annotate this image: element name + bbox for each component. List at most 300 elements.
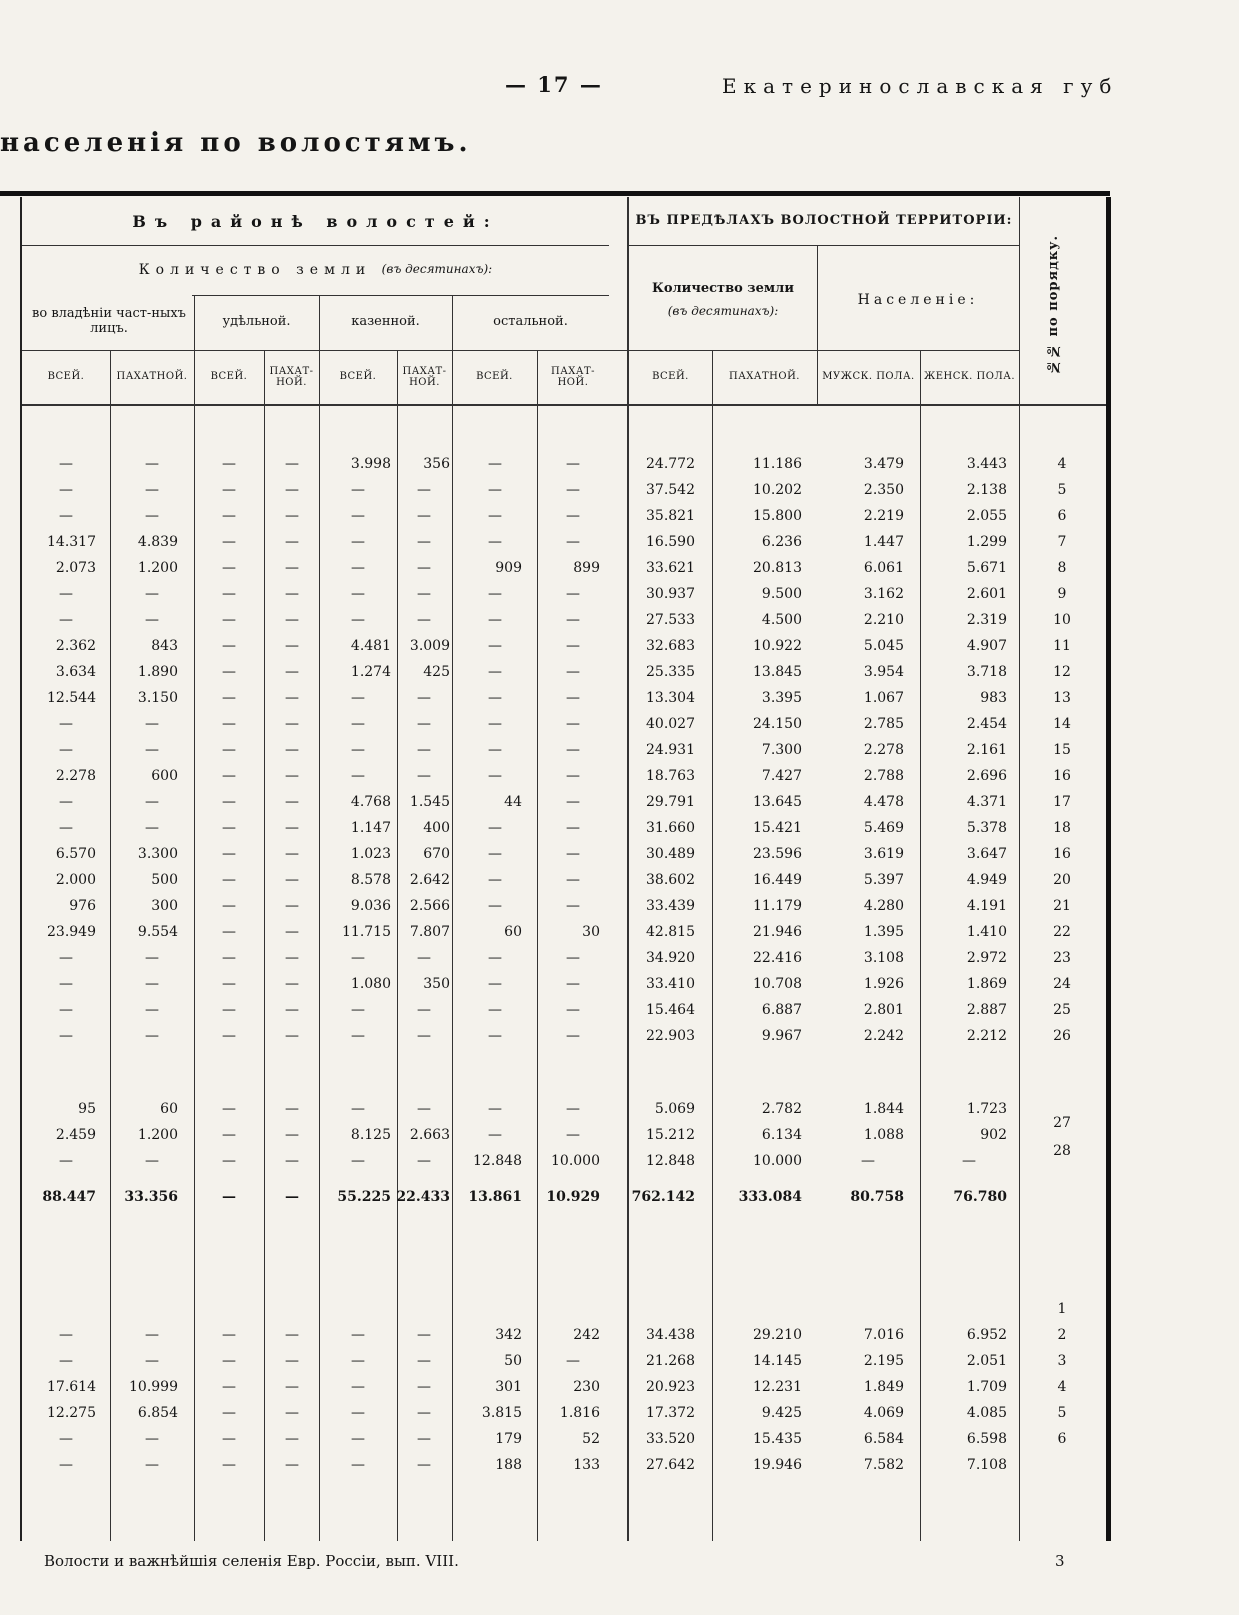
table-cell: — bbox=[566, 1028, 580, 1044]
row-number: 3 bbox=[1057, 1353, 1067, 1369]
table-cell: — bbox=[222, 1327, 236, 1343]
table-cell: 2.210 bbox=[863, 612, 904, 628]
table-cell: — bbox=[488, 638, 502, 654]
table-cell: 3.300 bbox=[137, 846, 178, 862]
row-number: 12 bbox=[1053, 664, 1071, 680]
row-number: 5 bbox=[1057, 1405, 1067, 1421]
totals-row bbox=[22, 1185, 1106, 1211]
table-cell: 44 bbox=[504, 794, 522, 810]
table-cell: 24.772 bbox=[646, 456, 695, 472]
table-cell: 1.147 bbox=[350, 820, 391, 836]
table-row bbox=[22, 842, 1106, 868]
row-number: 20 bbox=[1053, 872, 1071, 888]
table-cell: — bbox=[222, 1379, 236, 1395]
table-cell: — bbox=[566, 1127, 580, 1143]
table-cell: 1.849 bbox=[863, 1379, 904, 1395]
table-row bbox=[22, 1143, 1106, 1175]
table-cell: 6.061 bbox=[863, 560, 904, 576]
table-top-rule bbox=[0, 191, 1110, 196]
table-cell: — bbox=[417, 612, 431, 628]
table-cell: 33.410 bbox=[646, 976, 695, 992]
table-cell: 6.854 bbox=[137, 1405, 178, 1421]
table-cell: 1.088 bbox=[863, 1127, 904, 1143]
table-cell: 2.601 bbox=[966, 586, 1007, 602]
table-cell: 55.225 bbox=[337, 1189, 391, 1205]
table-cell: — bbox=[962, 1153, 976, 1169]
table-cell: 350 bbox=[423, 976, 450, 992]
table-cell: 2.788 bbox=[863, 768, 904, 784]
table-cell: — bbox=[59, 716, 73, 732]
table-cell: 1.447 bbox=[863, 534, 904, 550]
table-cell: 3.998 bbox=[350, 456, 391, 472]
table-cell: — bbox=[59, 950, 73, 966]
table-cell: — bbox=[222, 1353, 236, 1369]
table-cell: 10.202 bbox=[753, 482, 802, 498]
table-cell: 50 bbox=[504, 1353, 522, 1369]
table-cell: 4.478 bbox=[863, 794, 904, 810]
table-cell: 1.080 bbox=[350, 976, 391, 992]
table-cell: 6.887 bbox=[761, 1002, 802, 1018]
table-cell: 7.108 bbox=[966, 1457, 1007, 1473]
row-number: 23 bbox=[1053, 950, 1071, 966]
table-cell: — bbox=[285, 1002, 299, 1018]
row-number: 26 bbox=[1053, 1028, 1071, 1044]
table-cell: 5.045 bbox=[863, 638, 904, 654]
table-cell: — bbox=[285, 768, 299, 784]
table-cell: 2.055 bbox=[966, 508, 1007, 524]
table-cell: — bbox=[488, 716, 502, 732]
table-cell: 30.489 bbox=[646, 846, 695, 862]
table-cell: — bbox=[488, 872, 502, 888]
table-cell: — bbox=[222, 560, 236, 576]
statistics-table bbox=[20, 197, 1111, 1541]
table-cell: — bbox=[285, 560, 299, 576]
table-row bbox=[22, 1323, 1106, 1349]
table-cell: 6.598 bbox=[966, 1431, 1007, 1447]
table-cell: — bbox=[351, 768, 365, 784]
table-cell: 20.923 bbox=[646, 1379, 695, 1395]
table-cell: 29.210 bbox=[753, 1327, 802, 1343]
table-cell: 18.763 bbox=[646, 768, 695, 784]
table-cell: — bbox=[566, 820, 580, 836]
table-cell: 95 bbox=[78, 1101, 96, 1117]
table-cell: 10.922 bbox=[753, 638, 802, 654]
table-cell: — bbox=[222, 482, 236, 498]
table-cell: — bbox=[488, 508, 502, 524]
table-cell: 1.200 bbox=[137, 560, 178, 576]
table-cell: — bbox=[488, 612, 502, 628]
table-cell: 2.972 bbox=[966, 950, 1007, 966]
table-cell: — bbox=[488, 742, 502, 758]
table-cell: 2.887 bbox=[966, 1002, 1007, 1018]
table-cell: 3.619 bbox=[863, 846, 904, 862]
table-cell: — bbox=[566, 716, 580, 732]
table-cell: — bbox=[145, 1002, 159, 1018]
table-cell: — bbox=[222, 664, 236, 680]
table-cell: 5.671 bbox=[966, 560, 1007, 576]
row-number: 27 bbox=[1053, 1115, 1071, 1131]
table-cell: 15.421 bbox=[753, 820, 802, 836]
table-cell: 33.356 bbox=[124, 1189, 178, 1205]
table-cell: 188 bbox=[495, 1457, 522, 1473]
table-cell: — bbox=[417, 1153, 431, 1169]
table-cell: 9.500 bbox=[761, 586, 802, 602]
table-cell: — bbox=[488, 1127, 502, 1143]
table-cell: — bbox=[566, 534, 580, 550]
table-cell: 4.768 bbox=[350, 794, 391, 810]
table-cell: 342 bbox=[495, 1327, 522, 1343]
table-cell: 133 bbox=[573, 1457, 600, 1473]
subheader-total: ВСЕЙ. bbox=[652, 371, 689, 383]
row-number: 9 bbox=[1057, 586, 1067, 602]
table-cell: — bbox=[222, 794, 236, 810]
subheader-male: МУЖСК. ПОЛА. bbox=[822, 371, 915, 383]
table-cell: 31.660 bbox=[646, 820, 695, 836]
table-cell: — bbox=[222, 456, 236, 472]
table-cell: 301 bbox=[495, 1379, 522, 1395]
table-cell: — bbox=[222, 1002, 236, 1018]
table-cell: — bbox=[566, 768, 580, 784]
table-cell: 3.634 bbox=[55, 664, 96, 680]
table-cell: 30 bbox=[582, 924, 600, 940]
table-cell: — bbox=[351, 716, 365, 732]
table-cell: 2.195 bbox=[863, 1353, 904, 1369]
table-cell: 7.016 bbox=[863, 1327, 904, 1343]
table-cell: — bbox=[351, 1379, 365, 1395]
header-population: Населеніе: bbox=[857, 291, 979, 308]
table-cell: — bbox=[417, 1101, 431, 1117]
table-cell: — bbox=[59, 1353, 73, 1369]
table-cell: — bbox=[417, 1002, 431, 1018]
header-rule bbox=[22, 245, 609, 246]
header-rule bbox=[629, 245, 1019, 246]
table-row bbox=[22, 816, 1106, 842]
table-cell: — bbox=[222, 898, 236, 914]
table-cell: — bbox=[285, 508, 299, 524]
footer-source: Волости и важнѣйшія селенія Евр. Россіи, вып. VIII. bbox=[44, 1552, 459, 1570]
table-cell: — bbox=[488, 482, 502, 498]
subheader-total: ВСЕЙ. bbox=[47, 371, 85, 383]
table-cell: 762.142 bbox=[631, 1189, 695, 1205]
table-cell: — bbox=[222, 690, 236, 706]
table-cell: — bbox=[145, 1327, 159, 1343]
table-cell: — bbox=[222, 1405, 236, 1421]
subheader-arable: ПАХАТНОЙ. bbox=[729, 371, 800, 383]
table-cell: — bbox=[351, 1431, 365, 1447]
table-cell: — bbox=[222, 872, 236, 888]
table-cell: 4.085 bbox=[966, 1405, 1007, 1421]
table-cell: — bbox=[351, 508, 365, 524]
table-cell: 60 bbox=[160, 1101, 178, 1117]
row-number: 22 bbox=[1053, 924, 1071, 940]
table-cell: 10.708 bbox=[753, 976, 802, 992]
row-number: 16 bbox=[1053, 846, 1071, 862]
table-cell: 2.642 bbox=[409, 872, 450, 888]
table-cell: 2.663 bbox=[409, 1127, 450, 1143]
table-cell: — bbox=[351, 1028, 365, 1044]
table-cell: — bbox=[145, 1457, 159, 1473]
table-cell: 24.931 bbox=[646, 742, 695, 758]
table-cell: 9.967 bbox=[761, 1028, 802, 1044]
table-cell: — bbox=[417, 482, 431, 498]
running-title: Екатеринославская губ bbox=[722, 74, 1119, 98]
row-number: 16 bbox=[1053, 768, 1071, 784]
table-cell: — bbox=[351, 690, 365, 706]
table-row bbox=[22, 920, 1106, 946]
table-cell: — bbox=[285, 1127, 299, 1143]
table-cell: 3.815 bbox=[481, 1405, 522, 1421]
table-cell: 5.069 bbox=[654, 1101, 695, 1117]
table-cell: — bbox=[351, 742, 365, 758]
table-cell: — bbox=[417, 1327, 431, 1343]
table-cell: 356 bbox=[423, 456, 450, 472]
row-number: 25 bbox=[1053, 1002, 1071, 1018]
table-cell: — bbox=[488, 1028, 502, 1044]
table-cell: — bbox=[488, 768, 502, 784]
table-cell: — bbox=[285, 846, 299, 862]
table-cell: — bbox=[285, 1457, 299, 1473]
table-cell: 2.696 bbox=[966, 768, 1007, 784]
table-cell: — bbox=[59, 1002, 73, 1018]
table-cell: 88.447 bbox=[42, 1189, 96, 1205]
table-cell: 1.545 bbox=[409, 794, 450, 810]
table-cell: 2.073 bbox=[55, 560, 96, 576]
table-cell: — bbox=[222, 1127, 236, 1143]
table-cell: — bbox=[59, 820, 73, 836]
table-cell: — bbox=[285, 690, 299, 706]
table-cell: 4.839 bbox=[137, 534, 178, 550]
table-cell: 12.544 bbox=[47, 690, 96, 706]
table-cell: 6.236 bbox=[761, 534, 802, 550]
table-cell: 2.278 bbox=[863, 742, 904, 758]
row-number: 17 bbox=[1053, 794, 1071, 810]
table-cell: — bbox=[417, 560, 431, 576]
table-cell: 10.000 bbox=[753, 1153, 802, 1169]
table-cell: — bbox=[145, 482, 159, 498]
footer-page-number: 3 bbox=[1055, 1552, 1065, 1570]
table-cell: 23.949 bbox=[47, 924, 96, 940]
row-number: 4 bbox=[1057, 456, 1067, 472]
table-cell: 670 bbox=[423, 846, 450, 862]
table-cell: — bbox=[285, 482, 299, 498]
table-cell: 17.372 bbox=[646, 1405, 695, 1421]
table-cell: 2.782 bbox=[761, 1101, 802, 1117]
table-cell: 1.299 bbox=[966, 534, 1007, 550]
table-cell: — bbox=[488, 664, 502, 680]
table-cell: — bbox=[145, 742, 159, 758]
table-cell: — bbox=[59, 794, 73, 810]
table-cell: — bbox=[351, 534, 365, 550]
table-cell: 23.596 bbox=[753, 846, 802, 862]
table-cell: 9.554 bbox=[137, 924, 178, 940]
table-cell: 11.715 bbox=[342, 924, 391, 940]
table-cell: — bbox=[285, 534, 299, 550]
subheader-female: ЖЕНСК. ПОЛА. bbox=[923, 371, 1016, 383]
table-cell: — bbox=[488, 1101, 502, 1117]
table-cell: — bbox=[488, 846, 502, 862]
table-cell: — bbox=[417, 742, 431, 758]
table-cell: 27.642 bbox=[646, 1457, 695, 1473]
table-cell: 2.350 bbox=[863, 482, 904, 498]
table-cell: — bbox=[566, 664, 580, 680]
table-cell: 909 bbox=[495, 560, 522, 576]
row-number: 14 bbox=[1053, 716, 1071, 732]
table-cell: — bbox=[222, 924, 236, 940]
table-cell: — bbox=[145, 976, 159, 992]
table-cell: 33.439 bbox=[646, 898, 695, 914]
table-cell: 3.150 bbox=[137, 690, 178, 706]
table-cell: 32.683 bbox=[646, 638, 695, 654]
table-cell: 24.150 bbox=[753, 716, 802, 732]
subheader-arable: ПАХАТ-НОЙ. bbox=[402, 365, 447, 388]
table-cell: 843 bbox=[151, 638, 178, 654]
table-cell: — bbox=[488, 456, 502, 472]
table-row bbox=[22, 972, 1106, 998]
table-cell: 22.416 bbox=[753, 950, 802, 966]
row-number: 5 bbox=[1057, 482, 1067, 498]
table-cell: — bbox=[145, 456, 159, 472]
table-cell: 27.533 bbox=[646, 612, 695, 628]
table-row bbox=[22, 1453, 1106, 1479]
table-cell: 3.443 bbox=[966, 456, 1007, 472]
table-cell: — bbox=[566, 846, 580, 862]
table-cell: 1.709 bbox=[966, 1379, 1007, 1395]
table-cell: — bbox=[285, 872, 299, 888]
table-cell: — bbox=[285, 1327, 299, 1343]
table-row bbox=[22, 504, 1106, 530]
row-number: 1 bbox=[1057, 1301, 1067, 1317]
table-cell: 1.274 bbox=[350, 664, 391, 680]
table-cell: — bbox=[222, 716, 236, 732]
table-cell: — bbox=[566, 690, 580, 706]
table-cell: — bbox=[222, 742, 236, 758]
table-row bbox=[22, 712, 1106, 738]
table-row bbox=[22, 998, 1106, 1024]
table-cell: — bbox=[59, 1327, 73, 1343]
table-cell: — bbox=[285, 1353, 299, 1369]
table-cell: — bbox=[145, 1028, 159, 1044]
row-number: 15 bbox=[1053, 742, 1071, 758]
subheader-total: ВСЕЙ. bbox=[476, 371, 513, 383]
table-cell: — bbox=[351, 950, 365, 966]
table-cell: 500 bbox=[151, 872, 178, 888]
table-cell: — bbox=[566, 1353, 580, 1369]
table-cell: 4.191 bbox=[966, 898, 1007, 914]
table-cell: 14.145 bbox=[753, 1353, 802, 1369]
table-cell: — bbox=[285, 1101, 299, 1117]
table-cell: — bbox=[222, 638, 236, 654]
table-cell: 20.813 bbox=[753, 560, 802, 576]
table-row bbox=[22, 764, 1106, 790]
table-cell: — bbox=[488, 950, 502, 966]
header-district: Въ районѣ волостей: bbox=[132, 211, 499, 231]
table-row bbox=[22, 1297, 1106, 1323]
table-cell: 2.454 bbox=[966, 716, 1007, 732]
table-cell: — bbox=[145, 508, 159, 524]
table-cell: — bbox=[351, 1327, 365, 1343]
table-cell: — bbox=[222, 950, 236, 966]
table-cell: 37.542 bbox=[646, 482, 695, 498]
table-cell: — bbox=[417, 1457, 431, 1473]
table-row bbox=[22, 1375, 1106, 1401]
header-order-number: №№ по порядку. bbox=[1046, 234, 1061, 374]
table-cell: — bbox=[351, 1002, 365, 1018]
table-cell: 400 bbox=[423, 820, 450, 836]
table-cell: — bbox=[351, 482, 365, 498]
table-cell: 242 bbox=[573, 1327, 600, 1343]
table-cell: — bbox=[566, 456, 580, 472]
table-cell: — bbox=[417, 534, 431, 550]
table-cell: — bbox=[488, 690, 502, 706]
table-cell: 52 bbox=[582, 1431, 600, 1447]
table-cell: 2.319 bbox=[966, 612, 1007, 628]
table-cell: 11.179 bbox=[753, 898, 802, 914]
table-cell: — bbox=[59, 976, 73, 992]
table-cell: 3.009 bbox=[409, 638, 450, 654]
table-cell: — bbox=[222, 508, 236, 524]
table-cell: 1.890 bbox=[137, 664, 178, 680]
header-rule bbox=[192, 295, 609, 296]
table-cell: — bbox=[566, 898, 580, 914]
table-cell: 13.645 bbox=[753, 794, 802, 810]
table-row bbox=[22, 1349, 1106, 1375]
table-cell: 12.275 bbox=[47, 1405, 96, 1421]
table-cell: 2.362 bbox=[55, 638, 96, 654]
table-cell: — bbox=[59, 586, 73, 602]
table-cell: 230 bbox=[573, 1379, 600, 1395]
table-cell: — bbox=[285, 586, 299, 602]
table-row bbox=[22, 556, 1106, 582]
table-row bbox=[22, 790, 1106, 816]
table-row bbox=[22, 738, 1106, 764]
table-cell: — bbox=[145, 586, 159, 602]
table-cell: — bbox=[222, 1189, 236, 1205]
table-cell: 1.410 bbox=[966, 924, 1007, 940]
table-row bbox=[22, 868, 1106, 894]
row-number: 2 bbox=[1057, 1327, 1067, 1343]
row-number: 10 bbox=[1053, 612, 1071, 628]
table-row bbox=[22, 1427, 1106, 1453]
table-cell: 30.937 bbox=[646, 586, 695, 602]
table-cell: 15.464 bbox=[646, 1002, 695, 1018]
table-cell: 3.718 bbox=[966, 664, 1007, 680]
header-land-unit: (въ десятинахъ): bbox=[381, 262, 493, 277]
table-cell: — bbox=[59, 1028, 73, 1044]
table-cell: 1.816 bbox=[559, 1405, 600, 1421]
table-cell: 19.946 bbox=[753, 1457, 802, 1473]
table-cell: — bbox=[488, 534, 502, 550]
table-cell: 2.801 bbox=[863, 1002, 904, 1018]
row-number: 6 bbox=[1057, 1431, 1067, 1447]
table-cell: 12.231 bbox=[753, 1379, 802, 1395]
table-cell: — bbox=[59, 1457, 73, 1473]
table-cell: — bbox=[566, 872, 580, 888]
table-cell: 2.212 bbox=[966, 1028, 1007, 1044]
table-cell: — bbox=[417, 1353, 431, 1369]
table-cell: 2.242 bbox=[863, 1028, 904, 1044]
table-cell: — bbox=[145, 950, 159, 966]
table-cell: 15.435 bbox=[753, 1431, 802, 1447]
table-cell: 2.161 bbox=[966, 742, 1007, 758]
table-cell: — bbox=[222, 846, 236, 862]
table-cell: — bbox=[222, 586, 236, 602]
table-cell: 22.433 bbox=[396, 1189, 450, 1205]
table-cell: — bbox=[285, 664, 299, 680]
header-territory-land-unit: (въ десятинахъ): bbox=[667, 303, 779, 318]
table-cell: — bbox=[285, 456, 299, 472]
table-cell: 80.758 bbox=[850, 1189, 904, 1205]
table-cell: 1.395 bbox=[863, 924, 904, 940]
